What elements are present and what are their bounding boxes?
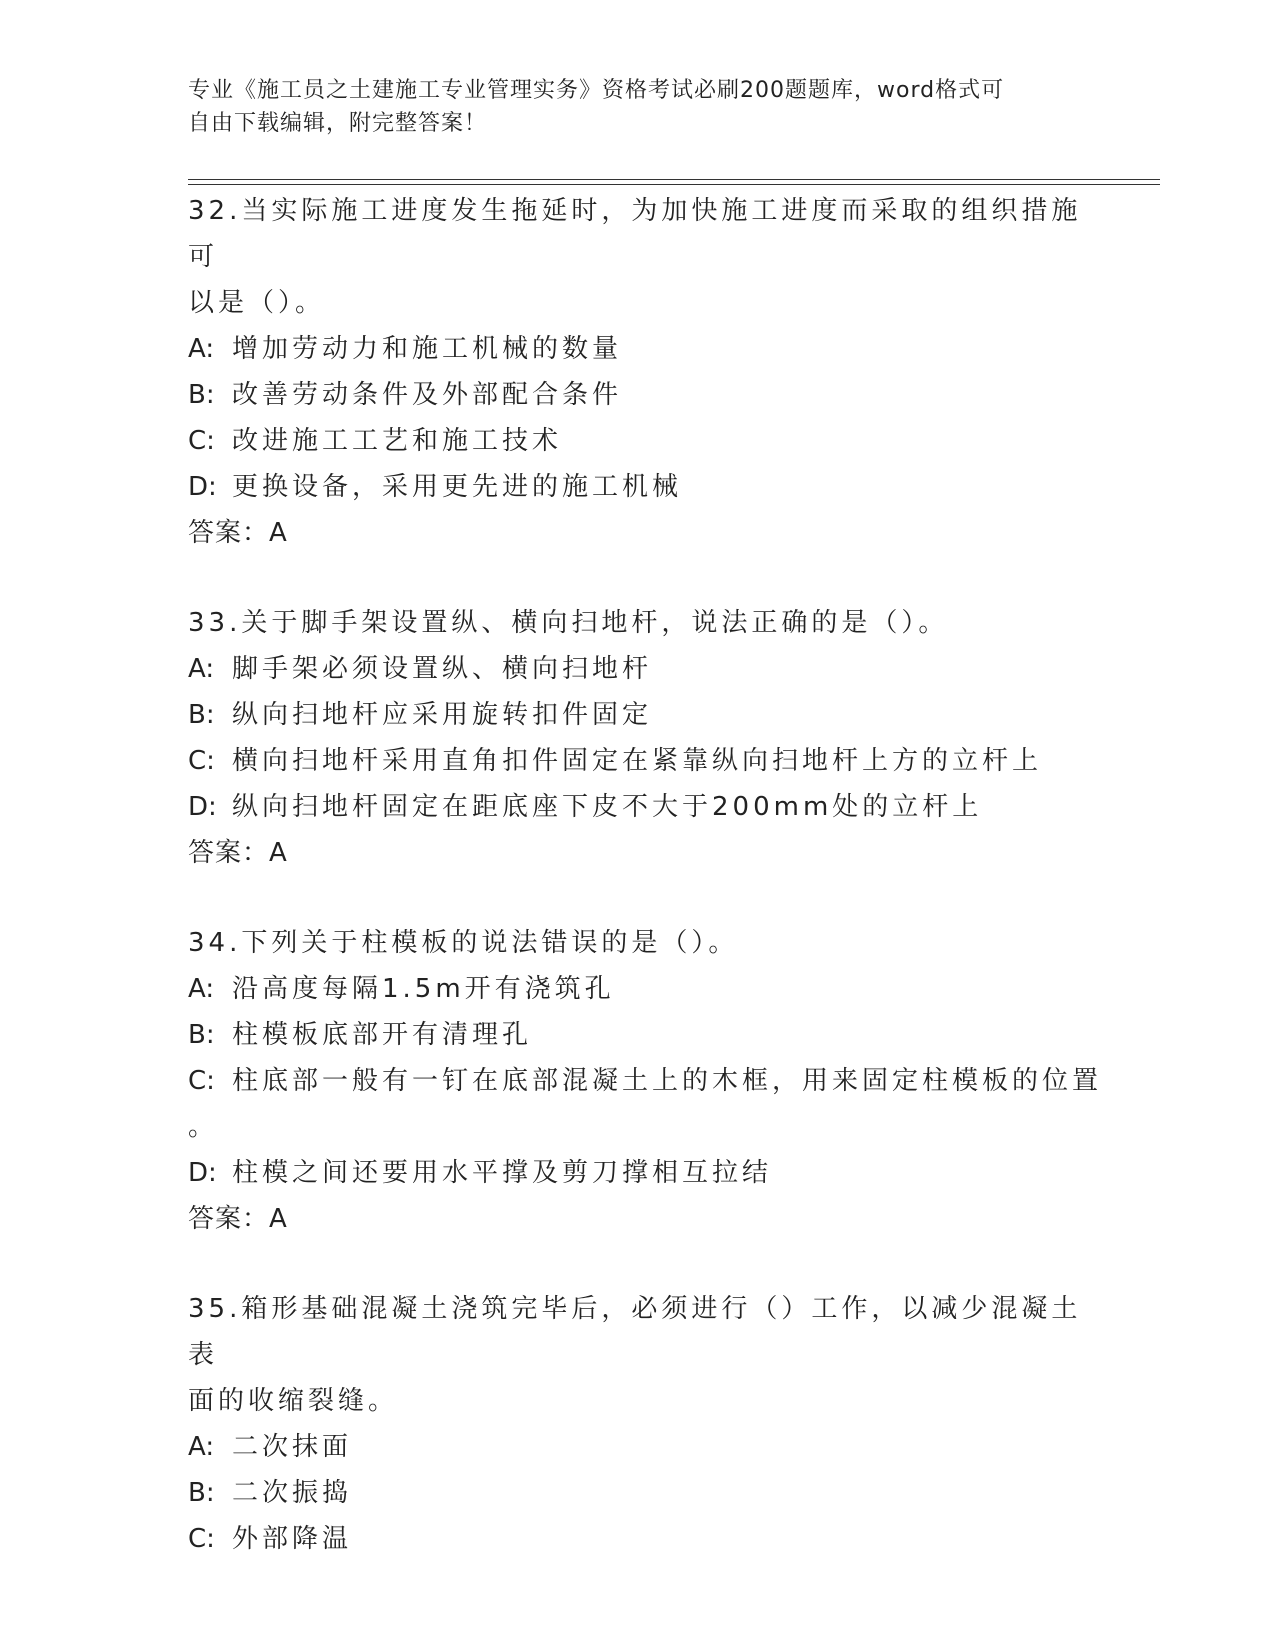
stem-line: 32.当实际施工进度发生拖延时，为加快施工进度而采取的组织措施可 — [188, 196, 1082, 272]
header-line-1: 专业《施工员之土建施工专业管理实务》资格考试必刷200题题库，word格式可 — [188, 78, 1005, 103]
option-a — [188, 966, 1088, 1012]
question-spacer — [188, 1242, 1088, 1286]
option-text: 脚手架必须设置纵、横向扫地杆 — [232, 654, 653, 684]
option-key: D: — [188, 792, 217, 822]
question-stem — [188, 1286, 1088, 1424]
option-text: 纵向扫地杆固定在距底座下皮不大于200mm处的立杆上 — [232, 792, 983, 822]
question-stem — [188, 920, 1088, 966]
option-text: 外部降温 — [232, 1524, 353, 1554]
option-key: A: — [188, 334, 215, 364]
option-text: 纵向扫地杆应采用旋转扣件固定 — [232, 700, 653, 730]
option-key: B: — [188, 1020, 215, 1050]
option-text: 沿高度每隔1.5m开有浇筑孔 — [232, 974, 615, 1004]
option-c — [188, 1058, 1103, 1104]
answer-line: 答案：A — [188, 1204, 288, 1234]
option-text: 柱模之间还要用水平撑及剪刀撑相互拉结 — [232, 1158, 773, 1188]
option-d — [188, 464, 1088, 510]
option-c — [188, 738, 1088, 784]
option-c — [188, 1516, 1088, 1562]
answer-line: 答案：A — [188, 838, 288, 868]
option-key: C: — [188, 1524, 215, 1554]
option-text: 更换设备，采用更先进的施工机械 — [232, 472, 683, 502]
stem-line: 以是（）。 — [188, 288, 326, 318]
stem-line: 33.关于脚手架设置纵、横向扫地杆，说法正确的是（）。 — [188, 608, 949, 638]
option-key: B: — [188, 380, 215, 410]
option-key: A: — [188, 1432, 215, 1462]
option-key: C: — [188, 746, 215, 776]
option-key: D: — [188, 1158, 217, 1188]
option-text: 改善劳动条件及外部配合条件 — [232, 380, 623, 410]
option-b — [188, 372, 1088, 418]
option-key: C: — [188, 1066, 215, 1096]
option-key: B: — [188, 700, 215, 730]
option-text: 增加劳动力和施工机械的数量 — [232, 334, 623, 364]
question-spacer — [188, 556, 1088, 600]
option-d — [188, 1150, 1088, 1196]
option-key: D: — [188, 472, 217, 502]
question-stem — [188, 600, 1088, 646]
stem-line: 面的收缩裂缝。 — [188, 1386, 399, 1416]
option-text: 二次抹面 — [232, 1432, 353, 1462]
option-key: A: — [188, 654, 215, 684]
option-b — [188, 1470, 1088, 1516]
stem-line: 35.箱形基础混凝土浇筑完毕后，必须进行（）工作，以减少混凝土表 — [188, 1294, 1082, 1370]
option-key: A: — [188, 974, 215, 1004]
question-list — [188, 188, 1103, 1562]
question-spacer — [188, 876, 1088, 920]
option-b — [188, 692, 1088, 738]
option-text: 改进施工工艺和施工技术 — [232, 426, 563, 456]
option-a — [188, 1424, 1088, 1470]
answer-line: 答案：A — [188, 518, 288, 548]
question-35 — [188, 1286, 1088, 1562]
option-a — [188, 646, 1088, 692]
option-text: 柱模板底部开有清理孔 — [232, 1020, 533, 1050]
question-stem — [188, 188, 1088, 326]
question-33 — [188, 600, 1088, 876]
document-header — [188, 74, 1068, 140]
option-c — [188, 418, 1088, 464]
option-d — [188, 784, 1088, 830]
question-34 — [188, 920, 1103, 1242]
header-line-2: 自由下载编辑，附完整答案！ — [188, 111, 488, 136]
header-rule-top — [188, 179, 1160, 180]
option-key: B: — [188, 1478, 215, 1508]
stem-line: 34.下列关于柱模板的说法错误的是（）。 — [188, 928, 739, 958]
option-b — [188, 1012, 1088, 1058]
option-text: 横向扫地杆采用直角扣件固定在紧靠纵向扫地杆上方的立杆上 — [232, 746, 1043, 776]
option-c-continuation: 。 — [188, 1112, 219, 1142]
option-key: C: — [188, 426, 215, 456]
option-a — [188, 326, 1088, 372]
option-text: 二次振捣 — [232, 1478, 353, 1508]
question-32 — [188, 188, 1088, 556]
option-text: 柱底部一般有一钉在底部混凝土上的木框，用来固定柱模板的位置 — [232, 1066, 1103, 1096]
header-rule-bottom — [188, 184, 1160, 185]
